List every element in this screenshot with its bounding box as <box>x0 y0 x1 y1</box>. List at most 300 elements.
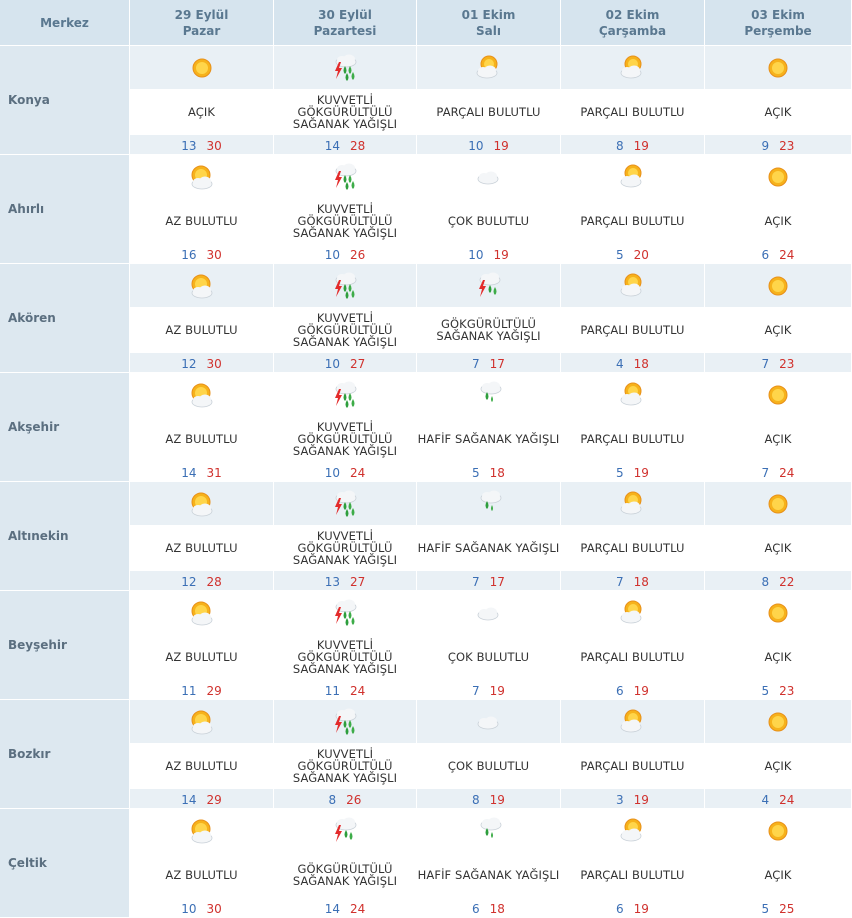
partly-cloudy-icon <box>615 488 651 520</box>
day-header <box>561 0 705 46</box>
location-name: Ahırlı <box>0 155 130 264</box>
location-name: Altınekin <box>0 482 130 591</box>
condition-text: AÇIK <box>764 759 792 773</box>
max-temp: 20 <box>633 248 649 262</box>
temperature-cell <box>561 135 705 155</box>
condition-text: ÇOK BULUTLU <box>447 759 530 773</box>
max-temp: 29 <box>206 684 222 698</box>
condition-text: PARÇALI BULUTLU <box>580 105 685 119</box>
min-temp: 10 <box>324 357 340 371</box>
mostly-sunny-icon <box>184 597 220 629</box>
condition-text: PARÇALI BULUTLU <box>580 323 685 337</box>
thunder-heavy-showers-icon <box>327 706 363 738</box>
max-temp: 19 <box>489 684 505 698</box>
light-showers-icon <box>471 488 507 520</box>
temperature-cell <box>705 244 852 264</box>
cloudy-icon <box>471 706 507 738</box>
condition-text: AZ BULUTLU <box>165 214 238 228</box>
thunder-heavy-showers-icon <box>327 597 363 629</box>
max-temp: 19 <box>633 466 649 480</box>
max-temp: 19 <box>633 793 649 807</box>
light-showers-icon <box>471 815 507 847</box>
condition-text: HAFİF SAĞANAK YAĞIŞLI <box>417 541 560 555</box>
min-temp: 11 <box>181 684 197 698</box>
max-temp: 23 <box>779 684 795 698</box>
location-name: Çeltik <box>0 809 130 918</box>
mostly-sunny-icon <box>184 270 220 302</box>
weather-icon-cell <box>274 809 417 853</box>
sun-icon <box>760 706 796 738</box>
condition-cell <box>274 417 417 462</box>
weather-icon-cell <box>561 809 705 853</box>
location-name: Akşehir <box>0 373 130 482</box>
weather-icon-cell <box>417 46 561 90</box>
max-temp: 25 <box>779 902 795 916</box>
min-temp: 7 <box>472 575 480 589</box>
condition-cell <box>705 308 852 353</box>
condition-cell <box>130 635 274 680</box>
min-temp: 11 <box>324 684 340 698</box>
weather-icon-cell <box>130 591 274 635</box>
condition-cell <box>705 744 852 789</box>
min-temp: 7 <box>761 466 770 480</box>
condition-cell <box>417 199 561 244</box>
weather-icon-cell <box>705 46 852 90</box>
condition-text: AZ BULUTLU <box>165 432 238 446</box>
min-temp: 5 <box>616 466 624 480</box>
min-temp: 7 <box>472 684 480 698</box>
sun-icon <box>760 52 796 84</box>
temperature-cell <box>705 135 852 155</box>
mostly-sunny-icon <box>184 161 220 193</box>
condition-cell <box>561 308 705 353</box>
condition-text: PARÇALI BULUTLU <box>580 541 685 555</box>
temperature-cell <box>417 462 561 482</box>
max-temp: 19 <box>489 793 505 807</box>
location-icon-row <box>0 482 852 526</box>
condition-cell <box>705 90 852 135</box>
condition-cell <box>417 635 561 680</box>
condition-text: PARÇALI BULUTLU <box>436 105 541 119</box>
day-date: 30 Eylül <box>318 7 372 22</box>
max-temp: 24 <box>779 466 795 480</box>
sun-icon <box>760 270 796 302</box>
day-weekday: Pazartesi <box>313 23 377 38</box>
min-temp: 13 <box>181 139 197 153</box>
weather-icon-cell <box>417 264 561 308</box>
condition-cell <box>417 744 561 789</box>
temperature-cell <box>274 135 417 155</box>
condition-text: PARÇALI BULUTLU <box>580 432 685 446</box>
temperature-cell <box>705 462 852 482</box>
weather-icon-cell <box>417 155 561 199</box>
condition-cell <box>274 635 417 680</box>
location-icon-row <box>0 700 852 744</box>
condition-text: KUVVETLİ GÖKGÜRÜLTÜLÜ SAĞANAK YAĞIŞLI <box>292 420 398 458</box>
condition-cell <box>561 853 705 898</box>
temperature-cell <box>561 680 705 700</box>
partly-cloudy-icon <box>615 597 651 629</box>
condition-cell <box>130 308 274 353</box>
day-header <box>130 0 274 46</box>
weather-icon-cell <box>130 264 274 308</box>
condition-cell <box>417 417 561 462</box>
weather-icon-cell <box>130 700 274 744</box>
mostly-sunny-icon <box>184 706 220 738</box>
max-temp: 27 <box>350 357 366 371</box>
condition-cell <box>561 526 705 571</box>
temperature-cell <box>705 789 852 809</box>
temperature-cell <box>561 244 705 264</box>
day-weekday: Pazar <box>182 23 221 38</box>
min-temp: 6 <box>761 248 770 262</box>
temperature-cell <box>417 353 561 373</box>
temperature-cell <box>705 898 852 918</box>
weather-icon-cell <box>561 700 705 744</box>
forecast-body <box>0 46 852 918</box>
min-temp: 7 <box>761 357 770 371</box>
condition-text: PARÇALI BULUTLU <box>580 650 685 664</box>
location-icon-row <box>0 809 852 853</box>
temperature-cell <box>274 789 417 809</box>
condition-text: AÇIK <box>764 432 792 446</box>
temperature-cell <box>705 680 852 700</box>
day-weekday: Salı <box>476 23 501 38</box>
light-showers-icon <box>471 379 507 411</box>
weather-icon-cell <box>274 591 417 635</box>
weather-icon-cell <box>417 809 561 853</box>
weather-icon-cell <box>274 46 417 90</box>
condition-cell <box>561 635 705 680</box>
max-temp: 18 <box>633 575 649 589</box>
condition-cell <box>130 199 274 244</box>
weather-icon-cell <box>561 591 705 635</box>
max-temp: 28 <box>206 575 222 589</box>
temperature-cell <box>274 353 417 373</box>
location-icon-row <box>0 46 852 90</box>
min-temp: 7 <box>616 575 624 589</box>
weather-icon-cell <box>561 46 705 90</box>
temperature-cell <box>274 462 417 482</box>
condition-text: AZ BULUTLU <box>165 323 238 337</box>
weather-icon-cell <box>561 155 705 199</box>
min-temp: 14 <box>181 793 197 807</box>
max-temp: 19 <box>633 902 649 916</box>
weather-icon-cell <box>130 809 274 853</box>
min-temp: 3 <box>616 793 624 807</box>
day-date: 29 Eylül <box>174 7 229 22</box>
cloudy-icon <box>471 161 507 193</box>
min-temp: 5 <box>761 902 770 916</box>
partly-cloudy-icon <box>615 161 651 193</box>
condition-text: AZ BULUTLU <box>165 650 238 664</box>
min-temp: 10 <box>468 248 484 262</box>
condition-text: HAFİF SAĞANAK YAĞIŞLI <box>417 868 560 882</box>
min-temp: 8 <box>472 793 480 807</box>
max-temp: 31 <box>206 466 222 480</box>
location-icon-row <box>0 373 852 417</box>
condition-cell <box>274 853 417 898</box>
condition-text: AZ BULUTLU <box>165 759 238 773</box>
thunder-heavy-showers-icon <box>327 379 363 411</box>
condition-text: AÇIK <box>764 214 792 228</box>
temperature-cell <box>130 898 274 918</box>
location-name: Bozkır <box>0 700 130 809</box>
weather-icon-cell <box>274 155 417 199</box>
temperature-cell <box>130 571 274 591</box>
condition-text: AÇIK <box>764 541 792 555</box>
weather-icon-cell <box>705 700 852 744</box>
thunder-heavy-showers-icon <box>327 52 363 84</box>
min-temp: 8 <box>761 575 770 589</box>
mostly-sunny-icon <box>184 379 220 411</box>
weather-icon-cell <box>130 46 274 90</box>
condition-cell <box>705 635 852 680</box>
condition-text: AÇIK <box>764 650 792 664</box>
temperature-cell <box>130 680 274 700</box>
condition-cell <box>274 744 417 789</box>
temperature-cell <box>417 135 561 155</box>
temperature-cell <box>561 898 705 918</box>
condition-text: AÇIK <box>764 105 792 119</box>
weather-icon-cell <box>705 591 852 635</box>
partly-cloudy-icon <box>615 815 651 847</box>
weather-icon-cell <box>417 482 561 526</box>
min-temp: 16 <box>181 248 197 262</box>
weather-icon-cell <box>705 809 852 853</box>
temperature-cell <box>130 789 274 809</box>
thunder-heavy-showers-icon <box>327 270 363 302</box>
condition-cell <box>130 744 274 789</box>
min-temp: 8 <box>616 139 624 153</box>
min-temp: 6 <box>616 902 624 916</box>
max-temp: 18 <box>489 902 505 916</box>
location-name: Akören <box>0 264 130 373</box>
min-temp: 10 <box>324 466 340 480</box>
min-temp: 5 <box>616 248 624 262</box>
condition-text: AÇIK <box>764 323 792 337</box>
min-temp: 6 <box>616 684 624 698</box>
day-weekday: Perşembe <box>744 23 812 38</box>
max-temp: 30 <box>206 139 222 153</box>
sun-icon <box>760 815 796 847</box>
condition-cell <box>130 417 274 462</box>
weather-icon-cell <box>274 373 417 417</box>
condition-text: KUVVETLİ GÖKGÜRÜLTÜLÜ SAĞANAK YAĞIŞLI <box>292 93 398 131</box>
temperature-cell <box>561 789 705 809</box>
condition-text: ÇOK BULUTLU <box>447 214 530 228</box>
sun-icon <box>184 52 220 84</box>
location-icon-row <box>0 264 852 308</box>
max-temp: 24 <box>350 466 366 480</box>
mostly-sunny-icon <box>184 815 220 847</box>
max-temp: 26 <box>346 793 362 807</box>
max-temp: 28 <box>350 139 366 153</box>
condition-text: KUVVETLİ GÖKGÜRÜLTÜLÜ SAĞANAK YAĞIŞLI <box>292 638 398 676</box>
condition-cell <box>274 526 417 571</box>
max-temp: 24 <box>350 684 366 698</box>
sun-icon <box>760 488 796 520</box>
temperature-cell <box>705 353 852 373</box>
weather-icon-cell <box>705 373 852 417</box>
max-temp: 19 <box>633 139 649 153</box>
weather-icon-cell <box>561 373 705 417</box>
min-temp: 14 <box>181 466 197 480</box>
weather-icon-cell <box>417 591 561 635</box>
condition-cell <box>561 90 705 135</box>
temperature-cell <box>417 898 561 918</box>
temperature-cell <box>561 571 705 591</box>
min-temp: 8 <box>328 793 337 807</box>
max-temp: 23 <box>779 357 795 371</box>
condition-text: AÇIK <box>764 868 792 882</box>
max-temp: 24 <box>350 902 366 916</box>
weather-icon-cell <box>705 482 852 526</box>
min-temp: 7 <box>472 357 480 371</box>
condition-text: KUVVETLİ GÖKGÜRÜLTÜLÜ SAĞANAK YAĞIŞLI <box>292 529 398 567</box>
max-temp: 30 <box>206 902 222 916</box>
weather-icon-cell <box>130 155 274 199</box>
condition-text: KUVVETLİ GÖKGÜRÜLTÜLÜ SAĞANAK YAĞIŞLI <box>292 202 398 240</box>
temperature-cell <box>274 571 417 591</box>
max-temp: 24 <box>779 793 795 807</box>
condition-cell <box>561 744 705 789</box>
condition-text: PARÇALI BULUTLU <box>580 214 685 228</box>
temperature-cell <box>417 244 561 264</box>
max-temp: 23 <box>779 139 795 153</box>
location-column-header: Merkez <box>0 0 130 46</box>
location-icon-row <box>0 591 852 635</box>
weather-icon-cell <box>274 700 417 744</box>
weather-icon-cell <box>705 264 852 308</box>
condition-cell <box>274 199 417 244</box>
condition-cell <box>417 90 561 135</box>
min-temp: 4 <box>616 357 624 371</box>
partly-cloudy-icon <box>615 270 651 302</box>
sun-icon <box>760 379 796 411</box>
condition-text: PARÇALI BULUTLU <box>580 868 685 882</box>
day-header <box>705 0 852 46</box>
condition-cell <box>417 308 561 353</box>
condition-text: GÖKGÜRÜLTÜLÜ SAĞANAK YAĞIŞLI <box>292 862 398 888</box>
temperature-cell <box>130 244 274 264</box>
condition-text: AÇIK <box>187 105 216 119</box>
condition-cell <box>705 526 852 571</box>
max-temp: 22 <box>779 575 795 589</box>
max-temp: 17 <box>489 357 505 371</box>
condition-text: HAFİF SAĞANAK YAĞIŞLI <box>417 432 560 446</box>
condition-cell <box>130 853 274 898</box>
sun-icon <box>760 597 796 629</box>
temperature-cell <box>130 462 274 482</box>
max-temp: 17 <box>489 575 505 589</box>
condition-cell <box>417 526 561 571</box>
weather-icon-cell <box>130 482 274 526</box>
weather-icon-cell <box>561 264 705 308</box>
max-temp: 26 <box>350 248 366 262</box>
weather-icon-cell <box>274 264 417 308</box>
min-temp: 10 <box>181 902 197 916</box>
min-temp: 5 <box>761 684 770 698</box>
min-temp: 9 <box>761 139 770 153</box>
location-name: Konya <box>0 46 130 155</box>
min-temp: 10 <box>324 248 340 262</box>
min-temp: 12 <box>181 575 197 589</box>
min-temp: 12 <box>181 357 197 371</box>
max-temp: 27 <box>350 575 366 589</box>
weather-icon-cell <box>274 482 417 526</box>
max-temp: 19 <box>493 248 509 262</box>
temperature-cell <box>561 462 705 482</box>
day-header <box>417 0 561 46</box>
condition-cell <box>130 90 274 135</box>
temperature-cell <box>274 898 417 918</box>
partly-cloudy-icon <box>615 379 651 411</box>
temperature-cell <box>130 353 274 373</box>
max-temp: 24 <box>779 248 795 262</box>
max-temp: 30 <box>206 248 222 262</box>
min-temp: 10 <box>468 139 484 153</box>
mostly-sunny-icon <box>184 488 220 520</box>
min-temp: 14 <box>324 902 340 916</box>
weather-icon-cell <box>561 482 705 526</box>
condition-cell <box>130 526 274 571</box>
max-temp: 29 <box>206 793 222 807</box>
temperature-cell <box>130 135 274 155</box>
header-row <box>0 0 852 46</box>
condition-cell <box>705 199 852 244</box>
condition-cell <box>705 853 852 898</box>
temperature-cell <box>561 353 705 373</box>
thunder-showers-icon <box>471 270 507 302</box>
min-temp: 6 <box>472 902 480 916</box>
temperature-cell <box>274 244 417 264</box>
max-temp: 18 <box>633 357 649 371</box>
cloudy-icon <box>471 597 507 629</box>
max-temp: 19 <box>493 139 509 153</box>
max-temp: 19 <box>633 684 649 698</box>
condition-text: GÖKGÜRÜLTÜLÜ SAĞANAK YAĞIŞLI <box>436 317 541 343</box>
max-temp: 18 <box>489 466 505 480</box>
temperature-cell <box>274 680 417 700</box>
day-weekday: Çarşamba <box>598 23 667 38</box>
min-temp: 5 <box>472 466 480 480</box>
sun-icon <box>760 161 796 193</box>
weather-icon-cell <box>705 155 852 199</box>
condition-cell <box>561 199 705 244</box>
condition-text: KUVVETLİ GÖKGÜRÜLTÜLÜ SAĞANAK YAĞIŞLI <box>292 311 398 349</box>
weather-icon-cell <box>130 373 274 417</box>
max-temp: 30 <box>206 357 222 371</box>
location-icon-row <box>0 155 852 199</box>
condition-cell <box>274 90 417 135</box>
forecast-header <box>0 0 852 46</box>
temperature-cell <box>417 789 561 809</box>
condition-text: ÇOK BULUTLU <box>447 650 530 664</box>
day-date: 03 Ekim <box>751 7 805 22</box>
condition-text: KUVVETLİ GÖKGÜRÜLTÜLÜ SAĞANAK YAĞIŞLI <box>292 747 398 785</box>
temperature-cell <box>417 571 561 591</box>
day-date: 01 Ekim <box>461 7 516 22</box>
temperature-cell <box>705 571 852 591</box>
location-name: Beyşehir <box>0 591 130 700</box>
condition-text: AZ BULUTLU <box>165 541 238 555</box>
thunder-heavy-showers-icon <box>327 161 363 193</box>
day-date: 02 Ekim <box>605 7 660 22</box>
temperature-cell <box>417 680 561 700</box>
condition-cell <box>274 308 417 353</box>
partly-cloudy-icon <box>615 706 651 738</box>
